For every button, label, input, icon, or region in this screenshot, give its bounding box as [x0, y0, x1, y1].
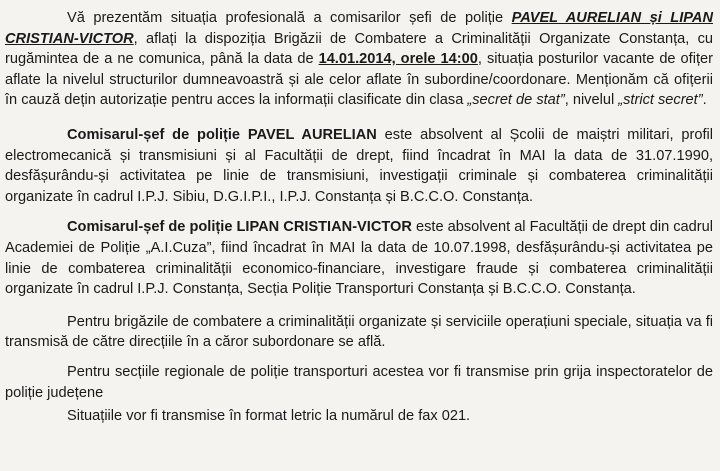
deadline-date: 14.01.2014, orele 14:00 — [318, 51, 478, 68]
paragraph-pavel-aurelian — [5, 125, 713, 207]
paragraph-request-text-3: , situația posturilor vacante de ofițer aflate la nivelul structurilor dumneavoastră și ale celor aflate în subordine/coordonare. Menționăm că ofițerii în cauză dețin autorizație pentru acces la informații clasificate din clasa — [5, 51, 713, 109]
paragraph-brigades: Pentru brigăzile de combatere a criminalității organizate și serviciile operațiuni speciale, situația va fi transmisă de către direcțiile în a căror subordonare se află. — [5, 313, 713, 351]
classification-level: „strict secret” — [618, 92, 703, 109]
officer-pavel-text: este absolvent al Școlii de maiștri militari, profil electromecanică și transmisiuni și al Facultății de drept, fiind încadrat în MAI la data de 31.07.1990, desfășurându-și activitatea pe linie de transmisiuni, investigații criminale și combaterea criminalității organizate în cadrul I.P.J. Sibiu, D.G.I.P.I., I.P.J. Constanța și B.C.C.O. Constanța. — [5, 126, 713, 205]
officer-pavel-heading: Comisarul-șef de poliție PAVEL AURELIAN — [67, 126, 377, 143]
paragraph-request-text-2: , aflați la dispoziția Brigăzii de Combatere a Criminalității Organizate Constanța, cu rugămintea de a ne comunica, până la data de — [5, 30, 713, 68]
paragraph-request-text-5: . — [702, 92, 707, 109]
paragraph-transport-sections: Pentru secțiile regionale de poliție transporturi acestea vor fi transmise prin grija inspectoratelor de poliție județene — [5, 363, 713, 401]
paragraph-lipan-cristian — [5, 217, 713, 299]
officer-lipan-heading: Comisarul-șef de poliție LIPAN CRISTIAN-VICTOR — [67, 219, 412, 236]
officer-lipan-text: este absolvent al Facultății de drept din cadrul Academiei de Poliție „A.I.Cuza”, fiind încadrat în MAI la data de 10.07.1998, desfășurându-și activitatea pe linie de combaterea criminalității economico-financiare, investigare fraude și combaterea criminalității organizate în cadrul I.P.J. Constanța, Secția Poliție Transporturi Constanța și B.C.C.O. Constanța. — [5, 219, 713, 298]
officer-names: PAVEL AURELIAN și LIPAN CRISTIAN-VICTOR — [5, 10, 713, 47]
paragraph-request — [5, 8, 713, 111]
paragraph-request-text-4: , nivelul — [564, 92, 619, 109]
paragraph-request-text-1: Vă prezentăm situația profesională a comisarilor șefi de poliție — [67, 10, 512, 26]
paragraph-fax: Situațiile vor fi transmise în format letric la numărul de fax 021. — [67, 408, 471, 425]
document-page — [5, 8, 713, 427]
classification-class: „secret de stat” — [467, 92, 565, 109]
